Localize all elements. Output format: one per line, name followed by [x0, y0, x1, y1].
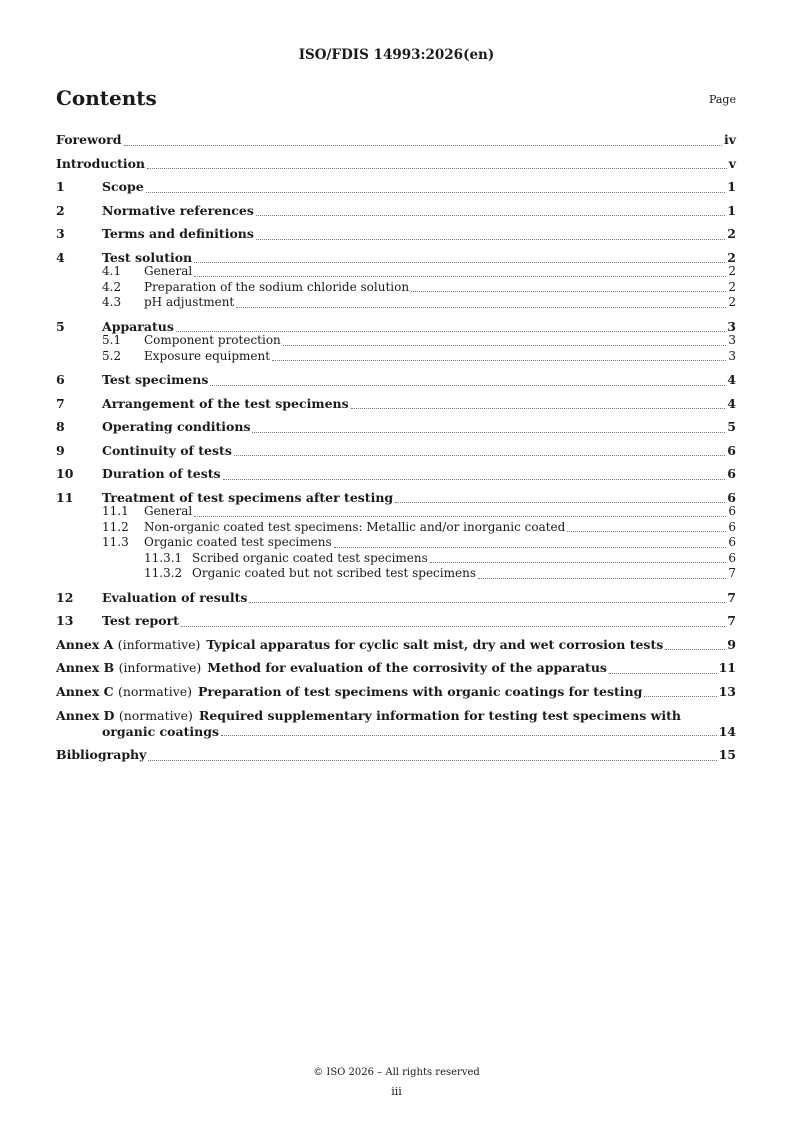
toc-entry-page: 9: [727, 636, 736, 652]
dot-leader: [221, 724, 717, 737]
toc-entry-number: 9: [56, 442, 65, 458]
dot-leader: [147, 152, 727, 170]
toc-entry-title: Evaluation of results: [102, 589, 248, 605]
toc-entry-bibliography[interactable]: [56, 743, 736, 767]
toc-entry-title: Apparatus: [102, 318, 174, 334]
toc-entry-page: 3: [728, 333, 736, 347]
toc-entry-title: Preparation of test specimens with organic coatings for testing: [198, 683, 643, 699]
toc-entry-title: Scope: [102, 179, 144, 194]
toc-entry-annex-a[interactable]: [56, 633, 736, 657]
toc-entry-number: 11.3: [102, 535, 129, 549]
toc-entry-title: Organic coated test specimens: [144, 535, 332, 549]
toc-entry-title: Required supplementary information for testing test specimens with: [198, 708, 682, 723]
dot-leader: [249, 586, 725, 604]
toc-entry-page: 4: [727, 372, 736, 387]
toc-entry-page: 15: [718, 747, 736, 762]
dot-leader: [351, 392, 726, 410]
toc-entry-page: 3: [728, 348, 736, 363]
dot-leader: [223, 462, 726, 480]
toc-entry-title: Bibliography: [56, 747, 147, 762]
toc-entry-page: iv: [723, 132, 736, 147]
toc-entry-test-specimens[interactable]: [56, 368, 736, 392]
toc-entry-title: Exposure equipment: [144, 348, 271, 363]
toc-entry-title: Duration of tests: [102, 466, 221, 481]
toc-subentry-organic-coated[interactable]: [56, 535, 736, 551]
toc-entry-page: 6: [727, 466, 736, 481]
toc-subentry-ph-adjustment[interactable]: [56, 295, 736, 311]
toc-entry-title: Continuity of tests: [102, 442, 232, 458]
toc-entry-normative-references[interactable]: [56, 199, 736, 223]
toc-subentry-exposure-equipment[interactable]: [56, 349, 736, 365]
dot-leader: [176, 315, 725, 333]
dot-leader: [478, 566, 726, 579]
toc-entry-number: 5: [56, 318, 65, 334]
dot-leader: [252, 415, 725, 433]
document-id-header: ISO/FDIS 14993:2026(en): [298, 47, 495, 63]
toc-entry-title: Component protection: [144, 333, 281, 347]
toc-entry-title: Arrangement of the test specimens: [102, 395, 349, 411]
toc-entry-page: 6: [728, 504, 736, 518]
toc-entry-number: 11.1: [102, 504, 129, 518]
toc-entry-page: 5: [727, 419, 736, 434]
toc-subentry-general[interactable]: [56, 264, 736, 280]
toc-entry-page: 7: [727, 589, 736, 605]
toc-entry-page: 7: [727, 613, 736, 628]
toc-entry-annex-c[interactable]: [56, 680, 736, 704]
toc-entry-page: 6: [728, 535, 736, 549]
toc-entry-duration[interactable]: [56, 462, 736, 486]
toc-entry-page: 7: [728, 566, 736, 580]
toc-entry-number: 10: [56, 466, 74, 481]
toc-entry-page: 6: [727, 442, 736, 458]
toc-subentry-scribed-organic[interactable]: [56, 551, 736, 567]
toc-subentry-component-protection[interactable]: [56, 333, 736, 349]
toc-entry-number: 6: [56, 372, 65, 387]
contents-title: Contents: [56, 86, 157, 110]
toc-entry-title: Organic coated but not scribed test specimens: [192, 566, 476, 580]
toc-entry-title: Foreword: [56, 132, 122, 147]
toc-entry-title: Test solution: [102, 249, 193, 265]
annex-type: (informative): [118, 660, 202, 675]
toc-entry-title: pH adjustment: [144, 295, 235, 309]
toc-entry-number: 11.3.1: [144, 550, 183, 565]
toc-entry-number: 4.1: [102, 264, 122, 278]
toc-entry-arrangement[interactable]: [56, 392, 736, 416]
toc-entry-number: 5.1: [102, 333, 122, 347]
annex-label: Annex D: [56, 708, 115, 723]
toc-subentry-general[interactable]: [56, 504, 736, 520]
toc-entry-number: 1: [56, 179, 65, 194]
toc-entry-number: 8: [56, 419, 65, 434]
toc-entry-title: Terms and definitions: [102, 226, 254, 241]
toc-entry-page: 6: [728, 550, 736, 565]
annex-type: (normative): [118, 708, 193, 723]
page-column-label: Page: [708, 93, 736, 106]
toc-entry-page: 1: [727, 202, 736, 218]
toc-entry-number: 2: [56, 202, 65, 218]
toc-entry-page: 13: [718, 683, 736, 699]
dot-leader: [665, 633, 725, 651]
toc-entry-number: 4.3: [102, 295, 122, 309]
dot-leader: [210, 368, 725, 386]
copyright-notice: © ISO 2026 – All rights reserved: [313, 1067, 480, 1078]
page-number: iii: [391, 1085, 402, 1098]
toc-entry-title: Operating conditions: [102, 419, 251, 434]
annex-label: Annex A: [56, 636, 114, 652]
dot-leader: [194, 246, 725, 264]
toc-entry-number: 5.2: [102, 348, 122, 363]
dot-leader: [234, 439, 725, 457]
toc-entry-title: General: [144, 504, 193, 518]
toc-entry-page: 2: [727, 249, 736, 265]
toc-entry-page: 14: [718, 723, 736, 739]
toc-entry-page: 2: [727, 226, 736, 241]
dot-leader: [609, 656, 717, 674]
dot-leader: [194, 264, 726, 277]
toc-subentry-preparation-of-solution[interactable]: [56, 280, 736, 296]
toc-entry-title-continued: organic coatings: [102, 723, 219, 739]
toc-entry-evaluation[interactable]: [56, 586, 736, 610]
toc-entry-introduction[interactable]: [56, 152, 736, 176]
toc-entry-title: Test specimens: [102, 372, 209, 387]
toc-entry-page: 2: [728, 295, 736, 309]
toc-entry-number: 4.2: [102, 279, 122, 294]
toc-entry-page: v: [728, 155, 736, 171]
toc-subentry-not-scribed-organic[interactable]: [56, 566, 736, 582]
toc-entry-page: 4: [727, 395, 736, 411]
toc-entry-title: Scribed organic coated test specimens: [192, 550, 428, 565]
toc-entry-number: 7: [56, 395, 65, 411]
toc-entry-number: 11.3.2: [144, 566, 183, 580]
toc-entry-number: 3: [56, 226, 65, 241]
table-of-contents: [56, 128, 736, 767]
toc-entry-number: 11.2: [102, 519, 129, 534]
toc-entry-annex-d[interactable]: [56, 708, 736, 739]
toc-entry-title: Typical apparatus for cyclic salt mist, dry and wet corrosion tests: [206, 636, 664, 652]
toc-entry-foreword[interactable]: [56, 128, 736, 152]
dot-leader: [430, 551, 727, 564]
dot-leader: [236, 295, 726, 308]
toc-entry-operating-conditions[interactable]: [56, 415, 736, 439]
toc-subentry-non-organic-coated[interactable]: [56, 520, 736, 536]
toc-entry-page: 1: [727, 179, 736, 194]
toc-entry-title: Non-organic coated test specimens: Metallic and/or inorganic coated: [144, 519, 566, 534]
dot-leader: [411, 280, 726, 293]
dot-leader: [146, 175, 726, 193]
toc-entry-page: 2: [728, 279, 736, 294]
dot-leader: [148, 743, 716, 761]
dot-leader: [256, 222, 725, 240]
dot-leader: [334, 535, 727, 548]
toc-entry-number: 12: [56, 589, 74, 605]
toc-entry-scope[interactable]: [56, 175, 736, 199]
toc-entry-test-report[interactable]: [56, 609, 736, 633]
toc-entry-title: Test report: [102, 613, 179, 628]
toc-entry-title: Method for evaluation of the corrosivity of the apparatus: [207, 660, 607, 675]
toc-entry-annex-b[interactable]: [56, 656, 736, 680]
dot-leader: [124, 128, 722, 146]
toc-entry-number: 11: [56, 489, 74, 505]
dot-leader: [283, 333, 727, 346]
annex-type: (informative): [117, 636, 201, 652]
dot-leader: [644, 680, 716, 698]
toc-entry-title: Preparation of the sodium chloride solution: [144, 279, 410, 294]
dot-leader: [181, 609, 725, 627]
toc-entry-page: 2: [728, 264, 736, 278]
dot-leader: [395, 486, 725, 504]
toc-entry-page: 6: [728, 519, 736, 534]
annex-label: Annex B: [56, 660, 115, 675]
toc-entry-continuity[interactable]: [56, 439, 736, 463]
toc-entry-title: General: [144, 264, 193, 278]
annex-label: Annex C: [56, 683, 114, 699]
toc-entry-title: Normative references: [102, 202, 254, 218]
toc-entry-page: 11: [718, 660, 736, 675]
dot-leader: [256, 199, 725, 217]
toc-entry-title: Introduction: [56, 155, 146, 171]
annex-type: (normative): [117, 683, 193, 699]
toc-entry-number: 4: [56, 249, 65, 265]
toc-entry-title: Treatment of test specimens after testing: [102, 489, 394, 505]
dot-leader: [567, 520, 726, 533]
dot-leader: [272, 349, 726, 362]
toc-entry-terms-and-definitions[interactable]: [56, 222, 736, 246]
dot-leader: [194, 504, 726, 517]
toc-entry-page: 6: [727, 489, 736, 505]
toc-entry-page: 3: [727, 318, 736, 334]
toc-entry-number: 13: [56, 613, 74, 628]
